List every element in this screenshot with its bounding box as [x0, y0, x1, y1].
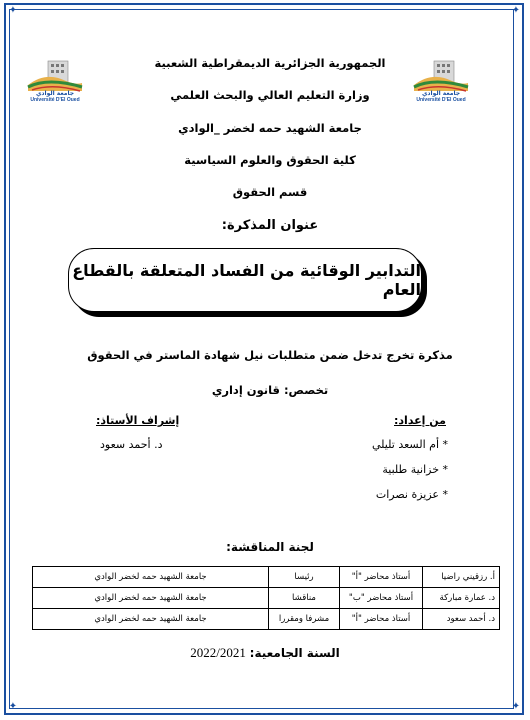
thesis-specialty: تخصص: قانون إداري [211, 383, 329, 397]
jury-member-rank: أستاذ محاضر "أ" [340, 609, 423, 630]
table-row [33, 567, 500, 588]
supervisor-label: إشراف الأستاذ: [96, 414, 180, 427]
jury-member-role: رئيسا [269, 567, 340, 588]
thesis-title: التدابير الوقائية من الفساد المتعلقة بالقطاع العام [72, 261, 421, 299]
svg-text:جامعة الوادي: جامعة الوادي [35, 90, 75, 97]
thesis-purpose: مذكرة تخرج تدخل ضمن متطلبات نيل شهادة الماستر في الحقوق [87, 348, 453, 362]
jury-label: لجنة المناقشة: [226, 540, 314, 554]
svg-text:جامعة الوادي: جامعة الوادي [421, 90, 461, 97]
jury-member-university: جامعة الشهيد حمه لخضر الوادي [33, 609, 269, 630]
jury-member-rank: أستاذ محاضر "ب" [340, 588, 423, 609]
supervisor-name: د. أحمد سعود [100, 438, 163, 451]
corner-ornament-icon: ✦ [8, 701, 18, 712]
jury-member-name: أ. رزقيني راضيا [423, 567, 500, 588]
logo-caption: Université D'El Oued [30, 97, 80, 103]
table-row [33, 609, 500, 630]
header-university: جامعة الشهيد حمه لخضر _الوادي [178, 121, 362, 135]
jury-member-role: مناقشا [269, 588, 340, 609]
header-republic: الجمهورية الجزائرية الديمقراطية الشعبية [154, 56, 386, 70]
jury-member-university: جامعة الشهيد حمه لخضر الوادي [33, 567, 269, 588]
academic-year-label: السنة الجامعية: [249, 646, 340, 660]
jury-table [32, 566, 500, 630]
author-name: * أم السعد تليلي [372, 438, 448, 451]
jury-member-name: د. أحمد سعود [423, 609, 500, 630]
table-row [33, 588, 500, 609]
jury-member-name: د. عمارة مباركة [423, 588, 500, 609]
corner-ornament-icon: ✦ [511, 701, 521, 712]
academic-year [0, 645, 530, 661]
header-ministry: وزارة التعليم العالي والبحث العلمي [170, 88, 370, 102]
author-name: * خزانية طلبية [382, 463, 448, 476]
authors-label: من إعداد: [394, 414, 446, 427]
jury-member-role: مشرفا ومقررا [269, 609, 340, 630]
header-faculty: كلية الحقوق والعلوم السياسية [184, 153, 356, 167]
header-department: قسم الحقوق [232, 185, 308, 199]
thesis-title-box [68, 248, 422, 312]
author-name: * عزيزة نصرات [375, 488, 448, 501]
corner-ornament-icon: ✦ [8, 5, 18, 16]
logo-caption: Université D'El Oued [416, 97, 466, 103]
academic-year-value: 2022/2021 [190, 645, 246, 660]
thesis-title-label: عنوان المذكرة: [221, 218, 319, 233]
jury-member-rank: أستاذ محاضر "أ" [340, 567, 423, 588]
corner-ornament-icon: ✦ [511, 5, 521, 16]
jury-member-university: جامعة الشهيد حمه لخضر الوادي [33, 588, 269, 609]
